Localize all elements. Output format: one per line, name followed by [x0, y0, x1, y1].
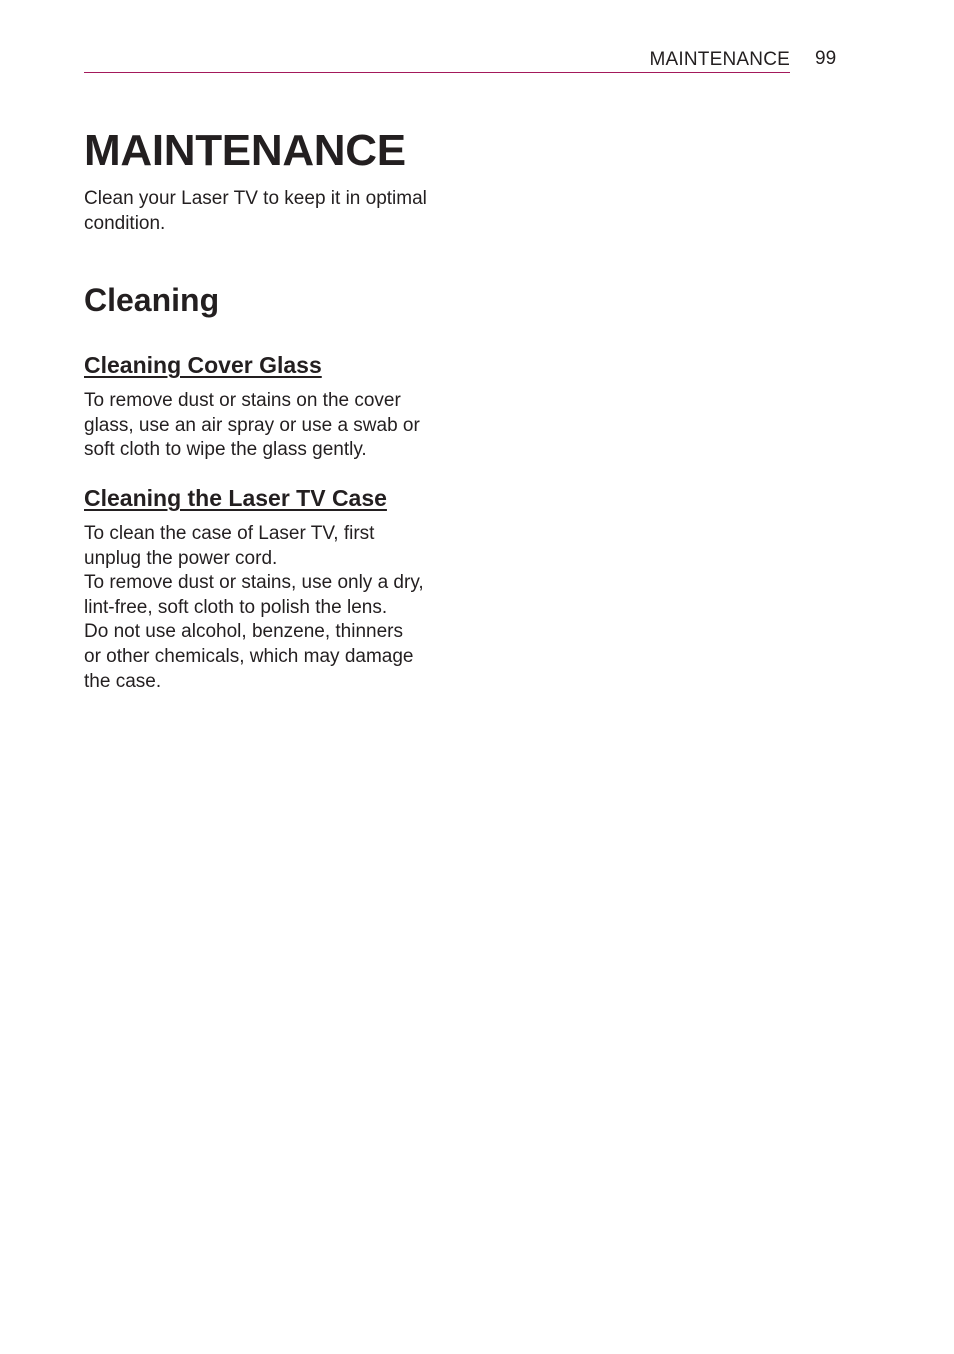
subsection-title: Cleaning the Laser TV Case	[84, 484, 387, 511]
section-title-cleaning: Cleaning	[84, 282, 220, 319]
subsection-title: Cleaning Cover Glass	[84, 352, 322, 379]
intro-text: Clean your Laser TV to keep it in optimal condition.	[84, 188, 427, 234]
page-header	[84, 44, 790, 73]
page-number: 99	[815, 48, 837, 69]
header-section-name: MAINTENANCE	[649, 49, 790, 70]
subsection-text: To clean the case of Laser TV, first unplug the power cord. To remove dust or stains, use only a dry, lint-free, soft cloth to polish the lens. Do not use alcohol, benzene, thinners or other chemicals, which may damage the case.	[84, 522, 424, 692]
page-title: MAINTENANCE	[84, 126, 406, 175]
subsection-tv-case	[84, 483, 444, 694]
subsection-cover-glass	[84, 350, 444, 463]
page-content	[84, 124, 444, 694]
subsection-text: To remove dust or stains on the cover glass, use an air spray or use a swab or soft cloth to wipe the glass gently.	[84, 390, 420, 461]
